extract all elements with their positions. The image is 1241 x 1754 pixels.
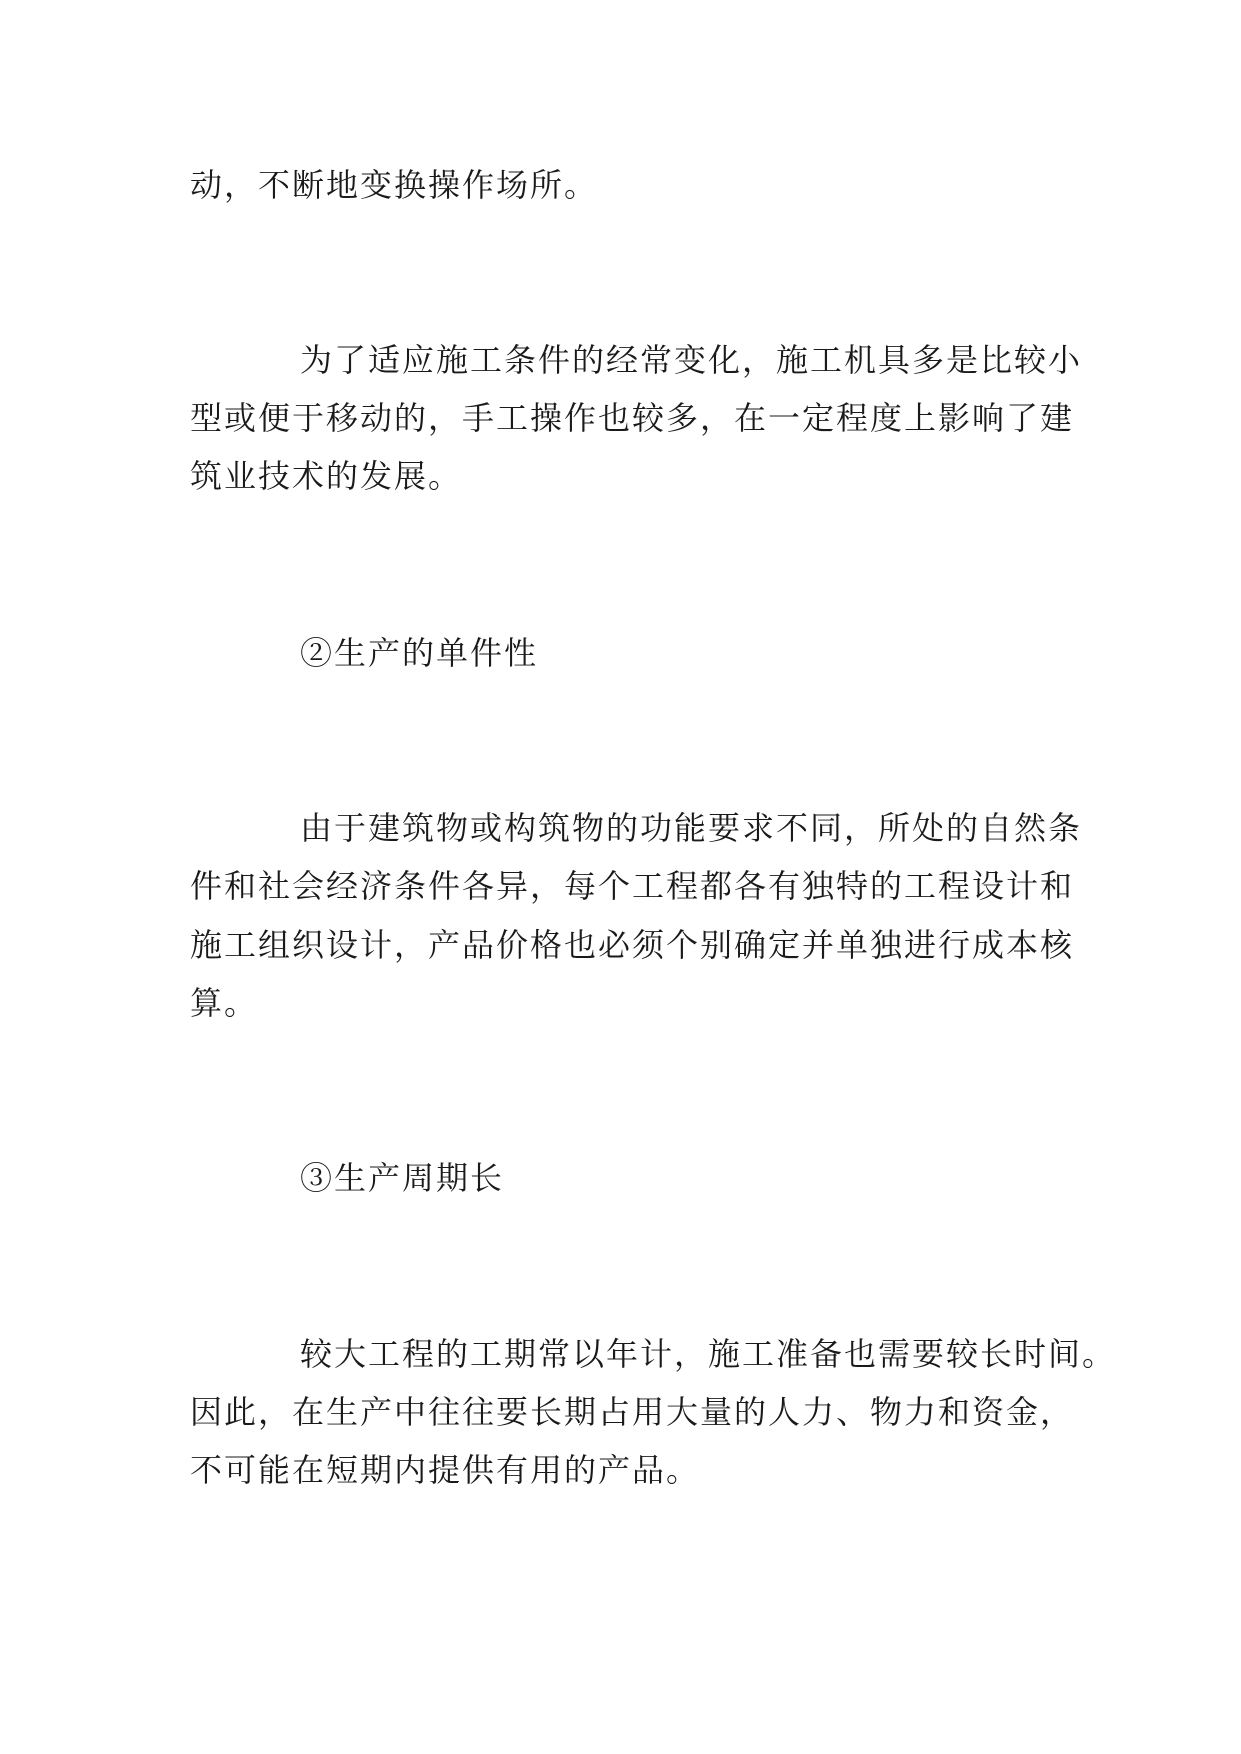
- section-heading-long-cycle: ③生产周期长: [300, 1159, 505, 1197]
- paragraph-long-cycle-line-3: 不可能在短期内提供有用的产品。: [190, 1451, 701, 1489]
- paragraph-single-piece-line-2: 件和社会经济条件各异，每个工程都各有独特的工程设计和: [190, 867, 1075, 905]
- paragraph-continuation-line: 动，不断地变换操作场所。: [190, 166, 599, 204]
- paragraph-adaptation-line-1: 为了适应施工条件的经常变化，施工机具多是比较小: [300, 341, 1083, 379]
- paragraph-long-cycle-line-2: 因此，在生产中往往要长期占用大量的人力、物力和资金，: [190, 1393, 1075, 1431]
- section-heading-single-piece: ②生产的单件性: [300, 634, 539, 672]
- paragraph-single-piece-line-1: 由于建筑物或构筑物的功能要求不同，所处的自然条: [300, 809, 1083, 847]
- paragraph-adaptation-line-3: 筑业技术的发展。: [190, 457, 463, 495]
- paragraph-long-cycle-line-1: 较大工程的工期常以年计，施工准备也需要较长时间。: [300, 1335, 1117, 1373]
- paragraph-single-piece-line-4: 算。: [190, 984, 259, 1022]
- paragraph-adaptation-line-2: 型或便于移动的，手工操作也较多，在一定程度上影响了建: [190, 399, 1075, 437]
- paragraph-single-piece-line-3: 施工组织设计，产品价格也必须个别确定并单独进行成本核: [190, 926, 1075, 964]
